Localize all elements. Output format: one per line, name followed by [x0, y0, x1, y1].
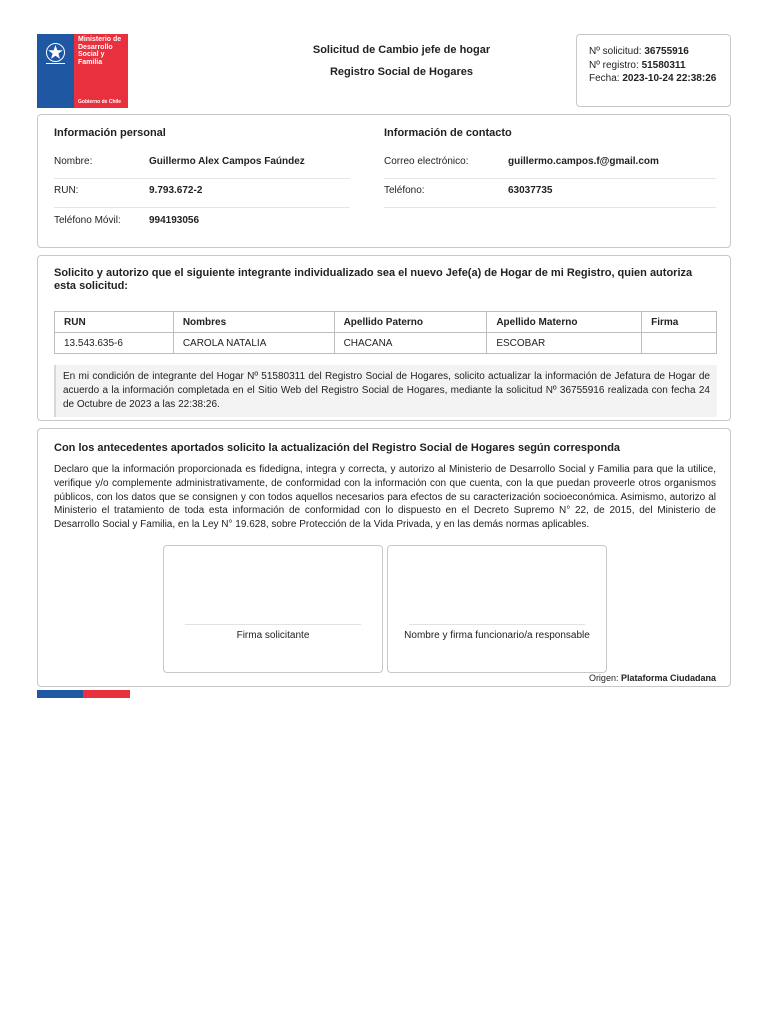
- registry-number-label: Nº registro:: [589, 59, 639, 71]
- logo-red-panel: [74, 34, 128, 108]
- request-date: [589, 72, 718, 86]
- flag-color-bar: [37, 690, 130, 698]
- column-header: Nombres: [173, 312, 334, 333]
- personal-info-title: Información personal: [54, 127, 166, 139]
- document-title-block: [180, 44, 623, 78]
- request-number: [589, 45, 718, 59]
- coat-of-arms-icon: [40, 37, 71, 68]
- logo-ministry-name: [78, 36, 121, 66]
- personal-info-card: [37, 114, 731, 248]
- column-header: Firma: [642, 312, 717, 333]
- phone-label: Teléfono:: [384, 185, 425, 196]
- signature-line: [185, 624, 361, 625]
- official-signature-label: Nombre y firma funcionario/a responsable: [404, 630, 590, 641]
- divider: [54, 207, 350, 208]
- email-label: Correo electrónico:: [384, 156, 469, 167]
- request-number-label: Nº solicitud:: [589, 46, 642, 57]
- divider: [384, 207, 716, 208]
- contact-info-title: Información de contacto: [384, 127, 512, 139]
- cell-run: 13.543.635-6: [55, 333, 174, 354]
- member-table: [54, 311, 717, 354]
- mobile-value: 994193056: [149, 215, 200, 226]
- authorization-note: En mi condición de integrante del Hogar Nº 51580311 del Registro Social de Hogares, solicito actualizar la información de Jefatura de Hogar de acuerdo a la información completada en el Sitio Web del Registro Social de Hogares, mediante la solicitud Nº 36755916 realizada con fecha 24 de Octubre de 2023 a las 22:38:26.: [54, 365, 717, 417]
- logo-name-line: Social y: [78, 51, 105, 58]
- cell-apellido-materno: ESCOBAR: [487, 333, 642, 354]
- column-header: Apellido Materno: [487, 312, 642, 333]
- authorization-card: [37, 255, 731, 421]
- flag-red-segment: [83, 690, 130, 698]
- phone-value: 63037735: [508, 185, 553, 196]
- declaration-text: Declaro que la información proporcionada es fidedigna, integra y correcta, y autorizo al Ministerio de Desarrollo Social y Familia para que la utilice, verifique y/o complemente administrativamente, de conformidad con la información con que cuenta, con la que puedan proveerle otros organismos públicos, con los datos que se consignen y con todos aquellos necesarios para efectos de su caracterización socioeconómica. Asimismo, autorizo al Ministerio el tratamiento de toda esta información de conformidad con lo dispuesto en el Decreto Supremo N° 22, de 2015, del Ministerio de Desarrollo Social y Familia, en la Ley N° 19.628, sobre Protección de la Vida Privada, y en las demás normas aplicables.: [54, 464, 716, 531]
- mobile-label: Teléfono Móvil:: [54, 215, 121, 226]
- cell-nombres: CAROLA NATALIA: [173, 333, 334, 354]
- applicant-signature-box: [163, 545, 383, 673]
- registry-number: [589, 59, 718, 73]
- logo-name-line: Ministerio de: [78, 36, 122, 43]
- official-signature-box: [387, 545, 607, 673]
- flag-blue-segment: [37, 690, 83, 698]
- logo-name-line: Desarrollo: [78, 43, 113, 51]
- origin-value: Plataforma Ciudadana: [620, 673, 716, 683]
- run-value: 9.793.672-2: [149, 185, 203, 196]
- run-label: RUN:: [54, 185, 79, 196]
- logo-government-label: Gobierno de Chile: [78, 99, 122, 105]
- logo-name-line: Familia: [78, 58, 103, 66]
- document-title: Solicitud de Cambio jefe de hogar: [312, 44, 491, 56]
- ministry-logo: [37, 34, 128, 108]
- divider: [384, 178, 716, 179]
- request-meta-box: [576, 34, 731, 107]
- origin-label-text: Origen:: [588, 673, 619, 683]
- column-header: Apellido Paterno: [334, 312, 487, 333]
- declaration-title: Con los antecedentes aportados solicito la actualización del Registro Social de Hogares según corresponda: [54, 442, 621, 454]
- registry-number-value: 51580311: [641, 59, 686, 71]
- applicant-signature-label: Firma solicitante: [236, 630, 310, 641]
- name-value: Guillermo Alex Campos Faúndez: [149, 156, 305, 167]
- request-date-value: 2023-10-24 22:38:26: [622, 73, 717, 84]
- table-row: [55, 333, 717, 354]
- email-value: guillermo.campos.f@gmail.com: [508, 156, 659, 167]
- origin-label: [589, 673, 716, 683]
- column-header: RUN: [55, 312, 174, 333]
- cell-firma: [642, 333, 717, 354]
- cell-apellido-paterno: CHACANA: [334, 333, 487, 354]
- document-subtitle: Registro Social de Hogares: [329, 66, 474, 78]
- request-number-value: 36755916: [644, 46, 689, 57]
- name-label: Nombre:: [54, 156, 93, 167]
- authorization-title: Solicito y autorizo que el siguiente integrante individualizado sea el nuevo Jefe(a) de Hogar de mi Registro, quien autoriza esta solicitud:: [54, 267, 693, 292]
- signature-line: [409, 624, 585, 625]
- table-header-row: [55, 312, 717, 333]
- logo-blue-panel: [37, 34, 74, 108]
- divider: [54, 178, 350, 179]
- declaration-card: [37, 428, 731, 687]
- request-date-label: Fecha:: [589, 73, 620, 84]
